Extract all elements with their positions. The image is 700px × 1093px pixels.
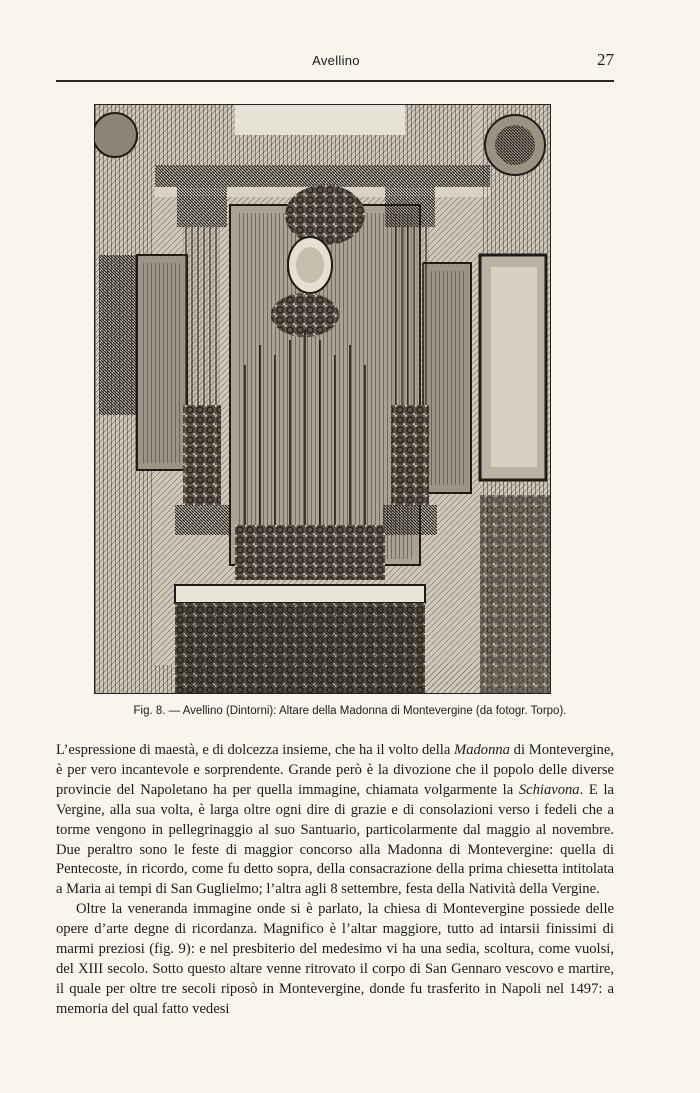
right-column (383, 187, 437, 535)
running-title: Avellino (312, 53, 360, 68)
figure-caption: Fig. 8. — Avellino (Dintorni): Altare della Madonna di Montevergine (da fotogr. Torpo). (133, 705, 567, 717)
text-span: L’espressione di maestà, e di dolcezza insieme, che ha il volto della (56, 742, 455, 758)
text-span: . E la Vergine, alla sua volta, è larga oltre ogni dire di grazie e di consolazioni verso i fedeli che a torme vengono in pellegrinaggio al suo Santuario, particolarmente dal maggio al novembre. Due peraltro sono le feste di maggior concorso alla Madonna di Montevergine: quella di Pentecoste, in ricordo, come fu detto sopra, della consacrazione della prima chiesetta intitolata a Maria ai tempi di San Guglielmo; l’altra agli 8 settembre, festa della Natività della Vergine. (56, 781, 614, 898)
text-span: di Montevergine, è per vero incantevole e sorprendente. Grande però è la divozione che il popolo delle diverse provincie del Napoletano ha per quella immagine, chiamata volgarmente la (56, 742, 614, 798)
text-span: Oltre la veneranda immagine onde si è parlato, la chiesa di Montevergine possiede delle opere d’arte degne di ricordanza. Magnifico è l’altar maggiore, tutto ad intarsii finissimi di marmi preziosi (fig. 9): e nel presbiterio del medesimo vi ha una sedia, scoltura, come vuolsi, del XIII secolo. Sotto questo altare venne ritrovato il corpo di San Gennaro vescovo e martire, il quale per oltre tre secoli riposò in Montevergine, donde fu trasferito in Napoli nel 1497: a memoria del qual fatto vedesi (56, 901, 614, 1017)
running-head (56, 50, 616, 74)
engraving-figure (94, 104, 551, 694)
page-number: 27 (597, 50, 614, 69)
header-rule (56, 80, 614, 82)
italic-span: Schiavona (518, 781, 580, 798)
body-text (56, 741, 614, 1020)
paragraph (56, 900, 614, 1019)
paragraph (56, 741, 614, 900)
left-column (175, 187, 229, 535)
italic-span: Madonna (454, 742, 510, 758)
altar-engraving-illustration (95, 105, 550, 693)
